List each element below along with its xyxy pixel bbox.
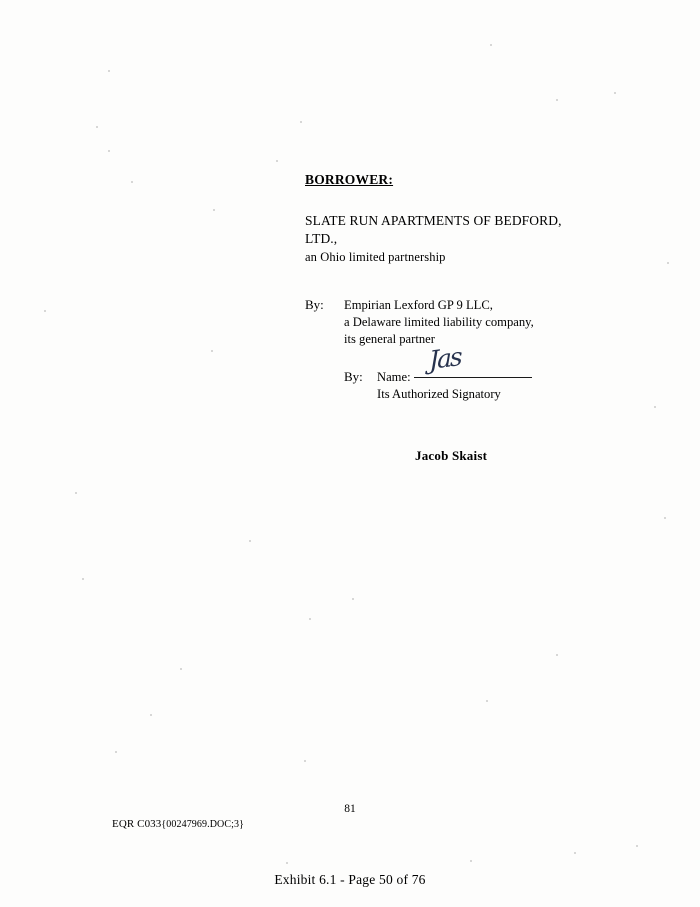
scan-speck: [211, 350, 213, 352]
scan-speck: [150, 714, 152, 716]
exhibit-footer: Exhibit 6.1 - Page 50 of 76: [274, 872, 426, 887]
handwritten-signature: Jas: [428, 341, 461, 376]
scan-speck: [75, 492, 77, 494]
borrower-entity-type: an Ohio limited partnership: [305, 250, 446, 264]
borrower-entity-name-line-2: LTD.,: [305, 231, 338, 246]
scan-speck: [300, 121, 302, 123]
general-partner-name: Empirian Lexford GP 9 LLC,: [344, 298, 493, 312]
document-reference: [112, 818, 244, 830]
scan-speck: [486, 700, 488, 702]
scan-speck: [108, 70, 110, 72]
by-label-inner: By:: [344, 369, 363, 384]
scan-speck: [667, 262, 669, 264]
by-label-outer: By:: [305, 297, 324, 312]
scan-speck: [96, 126, 98, 128]
scan-speck: [574, 852, 576, 854]
borrower-heading: BORROWER:: [305, 172, 394, 187]
scan-speck: [309, 618, 311, 620]
scan-speck: [115, 751, 117, 753]
scan-speck: [44, 310, 46, 312]
scan-speck: [664, 517, 666, 519]
typed-signer-name: Jacob Skaist: [415, 448, 488, 463]
scan-speck: [654, 406, 656, 408]
scan-speck: [213, 209, 215, 211]
scan-speck: [131, 181, 133, 183]
general-partner-role: its general partner: [344, 332, 435, 346]
scan-speck: [490, 44, 492, 46]
general-partner-type: a Delaware limited liability company,: [344, 315, 534, 329]
signatory-by-row: [344, 341, 635, 403]
scan-speck: [352, 598, 354, 600]
scan-speck: [249, 540, 251, 542]
scan-speck: [556, 99, 558, 101]
signature-line: [414, 377, 532, 378]
name-label: Name:: [377, 370, 411, 384]
general-partner-by-row: [305, 297, 635, 348]
signatory-title: Its Authorized Signatory: [377, 387, 501, 401]
scan-speck: [286, 862, 288, 864]
scan-speck: [108, 150, 110, 152]
scan-speck: [470, 860, 472, 862]
document-reference-code: EQR C033: [112, 818, 162, 830]
scan-speck: [304, 760, 306, 762]
scan-speck: [180, 668, 182, 670]
signature-block: [305, 172, 635, 403]
scan-speck: [636, 845, 638, 847]
document-reference-id: {00247969.DOC;3}: [161, 819, 244, 830]
scan-speck: [556, 654, 558, 656]
scan-speck: [82, 578, 84, 580]
general-partner-details: [344, 297, 534, 348]
scan-speck: [614, 92, 616, 94]
signatory-details: [377, 341, 532, 403]
scan-speck: [276, 160, 278, 162]
page-number: 81: [344, 803, 356, 815]
borrower-entity-name-line-1: SLATE RUN APARTMENTS OF BEDFORD,: [305, 213, 562, 228]
